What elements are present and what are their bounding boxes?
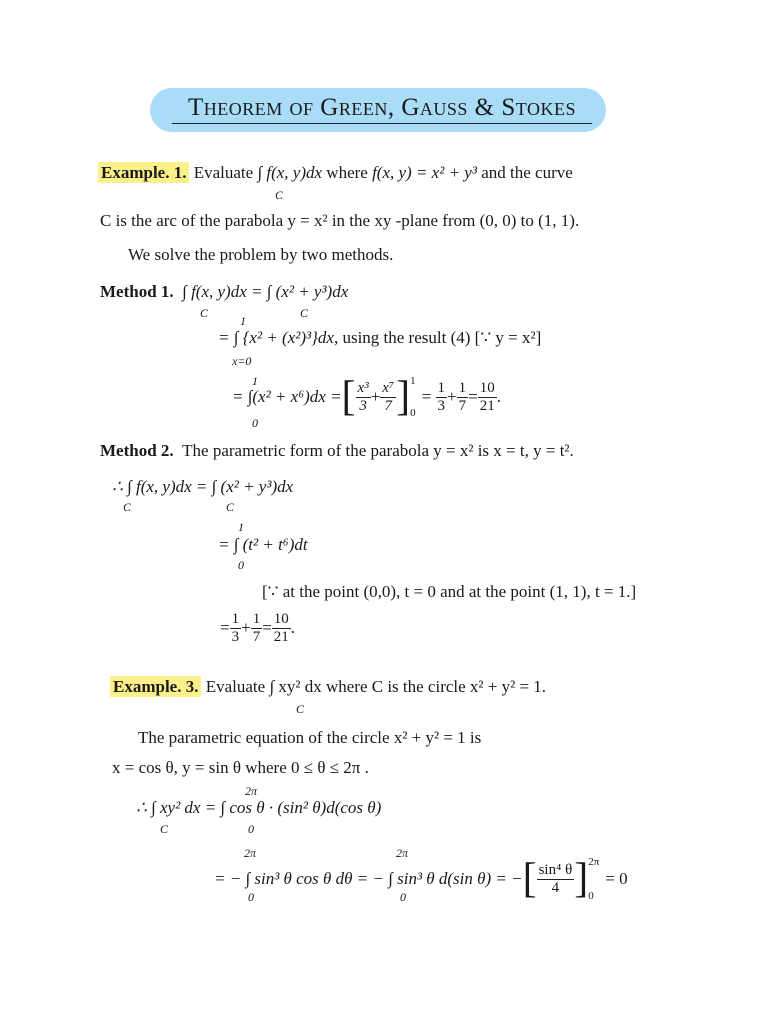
- fraction-10-21: $\frac{10}{21}$: [479, 379, 495, 414]
- integral-subscript-c: C: [275, 188, 284, 202]
- bracket-limits: 2π 0: [588, 856, 600, 902]
- method-1-sub-c-2: C: [300, 306, 309, 320]
- example-1-line-2: C is the arc of the parabola y = x² in the xy -plane from (0, 0) to (1, 1).: [100, 211, 580, 230]
- example-1-line-3: We solve the problem by two methods.: [128, 245, 394, 264]
- example-3-sub-c: C: [296, 702, 305, 716]
- method-2-eq2-lower-limit: 0: [238, 558, 244, 572]
- period: .: [496, 387, 501, 406]
- method-2-label: Method 2.: [100, 441, 174, 460]
- function-definition: f(x, y) = x² + y³: [372, 163, 477, 182]
- method-2-line-1: [100, 441, 574, 461]
- method-1-line-3: [232, 372, 501, 422]
- method-1-eq3-lower-limit: 0: [252, 416, 258, 430]
- example-3-line-1: [110, 677, 546, 697]
- method-1-equation-1: ∫ f(x, y)dx = ∫ (x² + y³)dx: [182, 282, 349, 301]
- evaluate-text: Evaluate: [193, 163, 254, 182]
- example-3-eq1-upper-limit: 2π: [245, 784, 258, 798]
- fraction-1-3: $\frac{1}{3}$: [231, 610, 240, 645]
- fraction-1-7: $\frac{1}{7}$: [252, 610, 261, 645]
- method-1-label: Method 1.: [100, 282, 174, 301]
- example-3-eq2-upper-limit-2: 2π: [396, 846, 409, 860]
- method-1-sub-c-1: C: [200, 306, 209, 320]
- equals-sign: =: [262, 618, 272, 637]
- example-3-paragraph-2: x = cos θ, y = sin θ where 0 ≤ θ ≤ 2π .: [112, 758, 369, 777]
- integral-expression: ∫ f(x, y)dx: [257, 163, 323, 182]
- period: .: [290, 618, 296, 637]
- equals-sign: =: [421, 387, 432, 406]
- equals-sign: =: [468, 387, 478, 406]
- example-3-eq2-upper-limit-1: 2π: [244, 846, 257, 860]
- fraction-x3-over-3: $\frac{\text{x³}}{3}$: [357, 379, 369, 414]
- method-2-note: [∵ at the point (0,0), t = 0 and at the point (1, 1), t = 1.]: [262, 582, 637, 601]
- fraction-1-7: $\frac{1}{7}$: [458, 379, 467, 414]
- method-1-equation-3: = ∫(x² + x⁶)dx =: [232, 387, 342, 406]
- method-2-result: [220, 608, 295, 648]
- fraction-sin4-over-4: $\frac{\text{sin⁴ θ}}{4}$: [538, 861, 573, 896]
- example-3-eq1-lower-limit: 0: [248, 822, 254, 836]
- method-2-sub-c-1: C: [123, 500, 132, 514]
- example-3-text: Evaluate ∫ xy² dx where C is the circle x² + y² = 1.: [205, 677, 547, 696]
- bracket-limits: 1 0: [410, 375, 416, 419]
- fraction-x7-over-7: $\frac{\text{x⁷}}{7}$: [382, 379, 395, 414]
- equals-sign: =: [220, 618, 230, 637]
- left-bracket: [: [341, 374, 356, 420]
- example-3-eq2-lower-limit-2: 0: [400, 890, 406, 904]
- example-3-label: Example. 3.: [110, 676, 201, 697]
- method-2-equation-2: = ∫ (t² + t⁶)dt: [218, 535, 308, 554]
- right-bracket: ]: [396, 374, 411, 420]
- where-text: where: [326, 163, 368, 182]
- and-curve-text: and the curve: [481, 163, 573, 182]
- method-1-line-2: [218, 328, 541, 348]
- example-3-eq1-sub-c: C: [160, 822, 169, 836]
- example-3-eq2-lower-limit-1: 0: [248, 890, 254, 904]
- fraction-10-21: $\frac{10}{21}$: [273, 610, 289, 645]
- example-3-line-eq2: [214, 852, 628, 906]
- right-bracket: ]: [574, 856, 589, 902]
- plus-sign: +: [447, 387, 457, 406]
- method-1-eq2-lower-limit: x=0: [232, 354, 252, 368]
- fraction-1-3: $\frac{1}{3}$: [437, 379, 446, 414]
- method-1-equation-2-note: using the result (4) [∵ y = x²]: [342, 328, 542, 347]
- example-3-paragraph-1: The parametric equation of the circle x² + y² = 1 is: [138, 728, 482, 747]
- method-2-sub-c-2: C: [226, 500, 235, 514]
- example-3-equation-2: = − ∫ sin³ θ cos θ dθ = − ∫ sin³ θ d(sin θ) = −: [214, 869, 523, 888]
- example-1-line-1: [98, 163, 573, 183]
- method-1-equation-2: = ∫ {x² + (x²)³}dx,: [218, 328, 339, 347]
- method-2-equation-1: ∴ ∫ f(x, y)dx = ∫ (x² + y³)dx: [112, 477, 294, 496]
- example-1-label: Example. 1.: [98, 162, 189, 183]
- method-1-eq2-upper-limit: 1: [240, 314, 246, 328]
- result-zero: = 0: [605, 869, 628, 888]
- plus-sign: +: [370, 387, 381, 406]
- example-3-equation-1: ∴ ∫ xy² dx = ∫ cos θ · (sin² θ)d(cos θ): [136, 798, 382, 817]
- method-1-line-1: [100, 282, 348, 302]
- plus-sign: +: [241, 618, 251, 637]
- method-2-text: The parametric form of the parabola y = x² is x = t, y = t².: [182, 441, 574, 460]
- page-title: Theorem of Green, Gauss & Stokes: [172, 94, 592, 124]
- method-1-eq3-upper-limit: 1: [252, 374, 258, 388]
- method-2-eq2-upper-limit: 1: [238, 520, 244, 534]
- left-bracket: [: [522, 856, 537, 902]
